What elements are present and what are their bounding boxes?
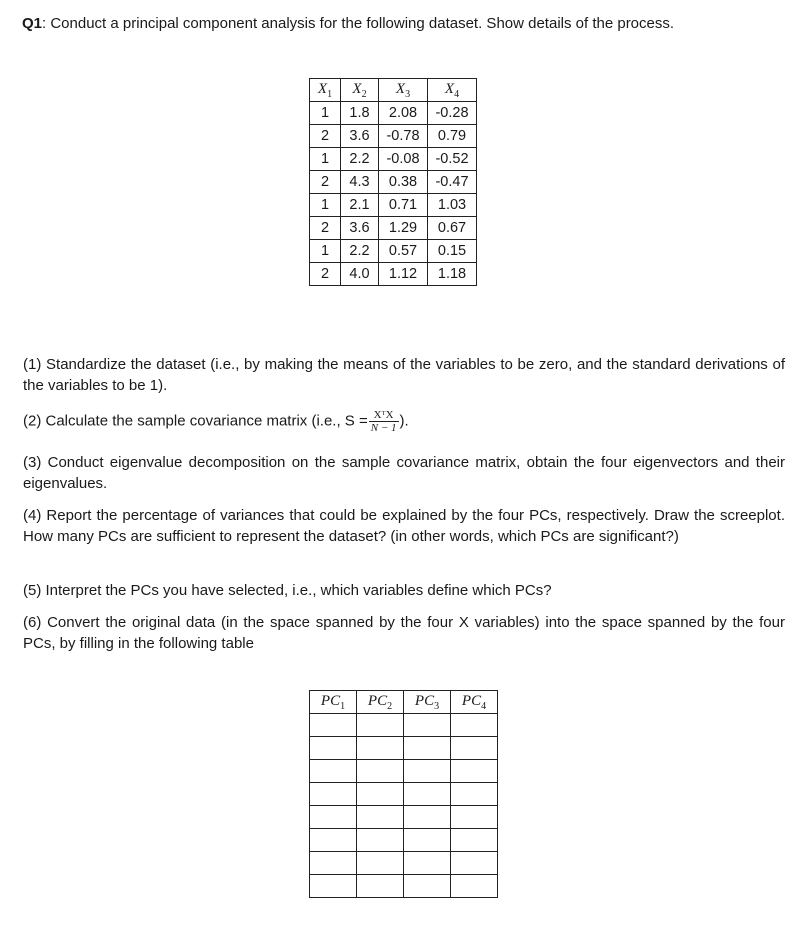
table-cell: 0.79 — [428, 125, 477, 148]
empty-answer-cell — [357, 714, 404, 737]
question-label: Q1 — [22, 15, 43, 32]
empty-answer-cell — [357, 806, 404, 829]
task-4: (4) Report the percentage of variances that could be explained by the four PCs, respectively. Draw the screeplot. How many PCs are sufficient to represent the dataset? (in other words, which PCs are significant?) — [23, 507, 785, 545]
empty-answer-cell — [451, 852, 498, 875]
table-row — [310, 171, 477, 194]
table-cell: 2.2 — [341, 148, 379, 171]
task-1: (1) Standardize the dataset (i.e., by making the means of the variables to be zero, and the standard derivations of the variables to be 1). — [23, 356, 785, 394]
empty-answer-cell — [357, 783, 404, 806]
question-title — [22, 15, 674, 32]
table-cell: 1.03 — [428, 194, 477, 217]
empty-answer-cell — [451, 737, 498, 760]
table-cell: 1.29 — [379, 217, 428, 240]
table-cell: 2.2 — [341, 240, 379, 263]
table-cell: 2 — [310, 217, 341, 240]
empty-answer-cell — [404, 829, 451, 852]
empty-answer-cell — [404, 783, 451, 806]
table-cell: 2 — [310, 171, 341, 194]
empty-answer-cell — [404, 737, 451, 760]
table-row — [310, 737, 498, 760]
empty-answer-cell — [310, 875, 357, 898]
dataset-table — [309, 78, 477, 286]
empty-answer-cell — [451, 714, 498, 737]
dataset-header-row — [310, 79, 477, 102]
header-x1: $X_1$ — [310, 79, 341, 102]
header-x3: $X_3$ — [379, 79, 428, 102]
empty-answer-cell — [310, 783, 357, 806]
table-cell: -0.52 — [428, 148, 477, 171]
task-2-prefix: (2) Calculate the sample covariance matrix (i.e., S = — [23, 412, 368, 430]
table-cell: 2.1 — [341, 194, 379, 217]
header-pc3: $PC_3$ — [404, 691, 451, 714]
empty-answer-cell — [357, 737, 404, 760]
empty-answer-cell — [310, 760, 357, 783]
empty-answer-cell — [310, 852, 357, 875]
task-2 — [23, 409, 785, 434]
table-row — [310, 194, 477, 217]
empty-answer-cell — [357, 852, 404, 875]
table-cell: -0.47 — [428, 171, 477, 194]
table-row — [310, 102, 477, 125]
header-x2: $X_2$ — [341, 79, 379, 102]
table-row — [310, 806, 498, 829]
table-row — [310, 760, 498, 783]
table-row — [310, 217, 477, 240]
empty-answer-cell — [404, 806, 451, 829]
empty-answer-cell — [310, 737, 357, 760]
table-cell: 2 — [310, 125, 341, 148]
table-cell: 1.18 — [428, 263, 477, 286]
table-cell: 1.12 — [379, 263, 428, 286]
pc-table-body — [310, 714, 498, 898]
table-row — [310, 125, 477, 148]
task-6: (6) Convert the original data (in the space spanned by the four X variables) into the space spanned by the four PCs, by filling in the following table — [23, 614, 785, 652]
table-cell: 4.0 — [341, 263, 379, 286]
header-pc1: $PC_1$ — [310, 691, 357, 714]
table-cell: 0.71 — [379, 194, 428, 217]
empty-answer-cell — [404, 852, 451, 875]
table-cell: 1 — [310, 240, 341, 263]
table-cell: 0.38 — [379, 171, 428, 194]
table-cell: 1.8 — [341, 102, 379, 125]
empty-answer-cell — [451, 875, 498, 898]
table-row — [310, 829, 498, 852]
pc-table — [309, 690, 498, 898]
empty-answer-cell — [310, 806, 357, 829]
empty-answer-cell — [451, 783, 498, 806]
table-row — [310, 875, 498, 898]
table-cell: 0.15 — [428, 240, 477, 263]
fraction-denominator: N − 1 — [370, 422, 397, 434]
table-cell: 3.6 — [341, 217, 379, 240]
empty-answer-cell — [357, 875, 404, 898]
table-cell: 0.57 — [379, 240, 428, 263]
table-row — [310, 852, 498, 875]
covariance-fraction — [369, 409, 399, 434]
task-3: (3) Conduct eigenvalue decomposition on the sample covariance matrix, obtain the four eigenvectors and their eigenvalues. — [23, 454, 785, 492]
empty-answer-cell — [310, 714, 357, 737]
table-row — [310, 783, 498, 806]
empty-answer-cell — [404, 875, 451, 898]
table-cell: 4.3 — [341, 171, 379, 194]
table-cell: 1 — [310, 148, 341, 171]
table-cell: -0.78 — [379, 125, 428, 148]
empty-answer-cell — [451, 806, 498, 829]
task-2-suffix: ). — [399, 412, 409, 430]
header-x4: $X_4$ — [428, 79, 477, 102]
table-row — [310, 263, 477, 286]
table-row — [310, 240, 477, 263]
table-cell: 2 — [310, 263, 341, 286]
table-cell: 1 — [310, 194, 341, 217]
fraction-numerator: XᵀX — [369, 409, 399, 422]
table-cell: -0.28 — [428, 102, 477, 125]
table-cell: 3.6 — [341, 125, 379, 148]
table-cell: -0.08 — [379, 148, 428, 171]
table-row — [310, 714, 498, 737]
empty-answer-cell — [357, 760, 404, 783]
table-cell: 1 — [310, 102, 341, 125]
question-text: : Conduct a principal component analysis for the following dataset. Show details of the process. — [42, 15, 675, 32]
task-5: (5) Interpret the PCs you have selected, i.e., which variables define which PCs? — [23, 582, 552, 599]
header-pc2: $PC_2$ — [357, 691, 404, 714]
empty-answer-cell — [451, 829, 498, 852]
header-pc4: $PC_4$ — [451, 691, 498, 714]
table-row — [310, 148, 477, 171]
pc-header-row — [310, 691, 498, 714]
empty-answer-cell — [357, 829, 404, 852]
empty-answer-cell — [404, 760, 451, 783]
empty-answer-cell — [404, 714, 451, 737]
empty-answer-cell — [310, 829, 357, 852]
empty-answer-cell — [451, 760, 498, 783]
table-cell: 0.67 — [428, 217, 477, 240]
table-cell: 2.08 — [379, 102, 428, 125]
